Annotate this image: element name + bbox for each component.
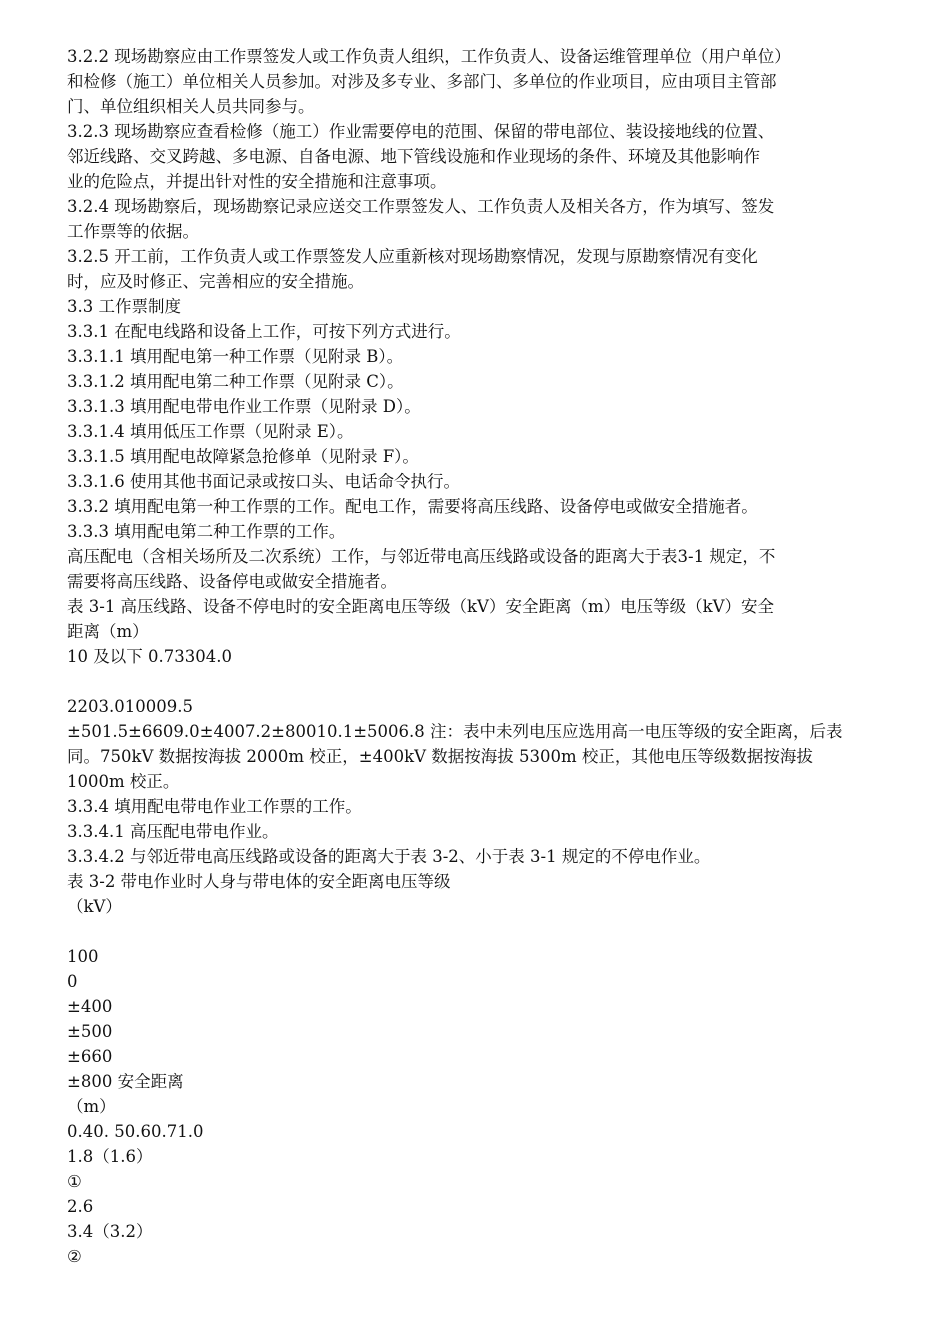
text-line: 同。750kV 数据按海拔 2000m 校正，±400kV 数据按海拔 5300m 校正，其他电压等级数据按海拔 [67,747,813,766]
text-line: 3.3.1.4 填用低压工作票（见附录 E）。 [67,422,354,441]
text-line: 3.3.1.6 使用其他书面记录或按口头、电话命令执行。 [67,472,460,491]
table-data-line: （kV） [67,897,122,916]
text-line: 需要将高压线路、设备停电或做安全措施者。 [67,572,397,591]
text-line: 门、单位组织相关人员共同参与。 [67,97,315,116]
text-line: 3.3.1.2 填用配电第二种工作票（见附录 C）。 [67,372,404,391]
table-caption: 表 3-1 高压线路、设备不停电时的安全距离电压等级（kV）安全距离（m）电压等级（kV）安全 [67,597,775,616]
text-line: 1000m 校正。 [67,772,180,791]
table-data-line: ±400 [67,997,113,1016]
table-data-line: ±501.5±6609.0±4007.2±80010.1±5006.8 注：表中未列电压应选用高一电压等级的安全距离，后表 [67,722,843,741]
text-line: 3.2.2 现场勘察应由工作票签发人或工作负责人组织，工作负责人、设备运维管理单位（用户单位） [67,47,791,66]
table-data-line: ±660 [67,1047,113,1066]
table-data-line: 1.8（1.6） [67,1147,153,1166]
text-line: 业的危险点，并提出针对性的安全措施和注意事项。 [67,172,447,191]
text-line: 3.3.4.1 高压配电带电作业。 [67,822,279,841]
text-line: 3.3.3 填用配电第二种工作票的工作。 [67,522,346,541]
table-data-line: （m） [67,1097,116,1116]
text-line: 高压配电（含相关场所及二次系统）工作，与邻近带电高压线路或设备的距离大于表3-1 规定，不 [67,547,776,566]
table-caption: 表 3-2 带电作业时人身与带电体的安全距离电压等级 [67,872,451,891]
table-data-line: 0.40. 50.60.71.0 [67,1122,204,1141]
blank-line [67,919,887,944]
text-line: 3.3.1 在配电线路和设备上工作，可按下列方式进行。 [67,322,461,341]
table-data-line: 100 [67,947,99,966]
text-line: 3.3.1.5 填用配电故障紧急抢修单（见附录 F）。 [67,447,419,466]
text-line: 邻近线路、交叉跨越、多电源、自备电源、地下管线设施和作业现场的条件、环境及其他影响作 [67,147,760,166]
table-data-line: 2.6 [67,1197,94,1216]
text-line: 和检修（施工）单位相关人员参加。对涉及多专业、多部门、多单位的作业项目，应由项目主管部 [67,72,777,91]
footnote-marker: ① [67,1172,82,1191]
text-line: 3.3.2 填用配电第一种工作票的工作。配电工作，需要将高压线路、设备停电或做安全措施者。 [67,497,758,516]
table-caption: 距离（m） [67,622,149,641]
section-heading: 3.3 工作票制度 [67,297,181,316]
text-line: 3.2.5 开工前，工作负责人或工作票签发人应重新核对现场勘察情况，发现与原勘察情况有变化 [67,247,758,266]
text-line: 时，应及时修正、完善相应的安全措施。 [67,272,364,291]
text-line: 3.3.4.2 与邻近带电高压线路或设备的距离大于表 3-2、小于表 3-1 规定的不停电作业。 [67,847,711,866]
table-data-line: 2203.010009.5 [67,697,193,716]
table-data-line: 10 及以下 0.73304.0 [67,647,232,666]
text-line: 3.2.4 现场勘察后，现场勘察记录应送交工作票签发人、工作负责人及相关各方，作为填写、签发 [67,197,775,216]
table-data-line: ±800 安全距离 [67,1072,184,1091]
table-data-line: ±500 [67,1022,113,1041]
text-line: 工作票等的依据。 [67,222,199,241]
document-page [67,44,887,1269]
text-line: 3.3.1.3 填用配电带电作业工作票（见附录 D）。 [67,397,421,416]
text-line: 3.2.3 现场勘察应查看检修（施工）作业需要停电的范围、保留的带电部位、装设接地线的位置、 [67,122,775,141]
text-line: 3.3.4 填用配电带电作业工作票的工作。 [67,797,362,816]
table-data-line: 0 [67,972,78,991]
footnote-marker: ② [67,1247,82,1266]
blank-line [67,669,887,694]
text-line: 3.3.1.1 填用配电第一种工作票（见附录 B）。 [67,347,404,366]
table-data-line: 3.4（3.2） [67,1222,153,1241]
